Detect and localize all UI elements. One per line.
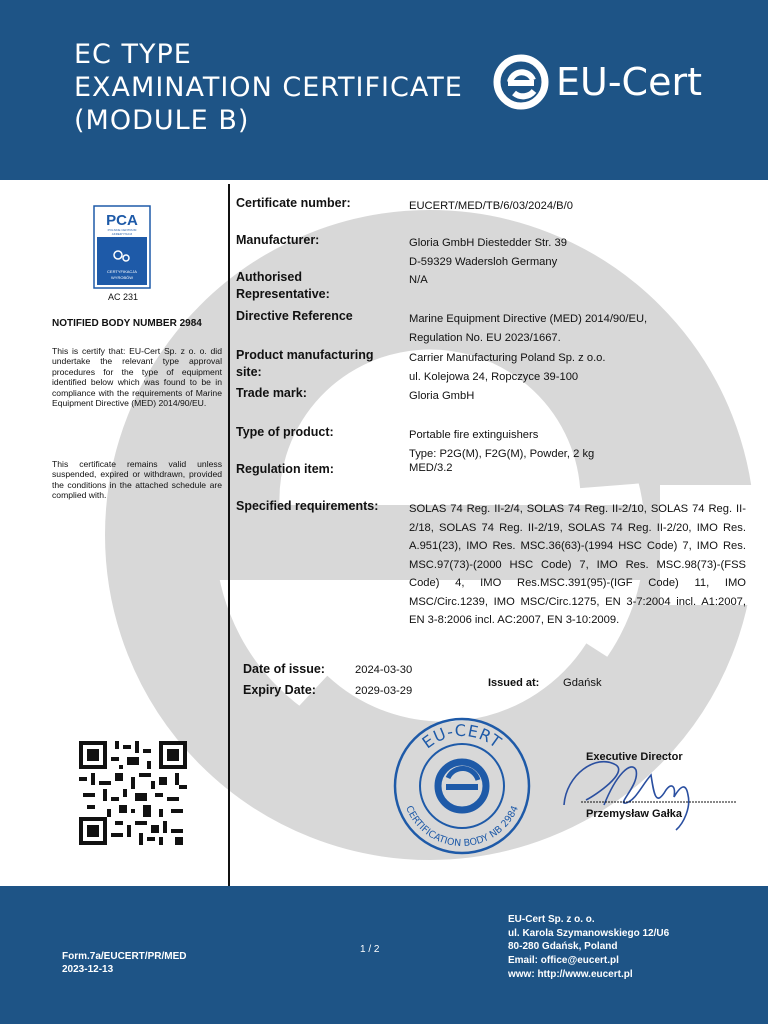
- validity-statement: This certificate remains valid unless suspended, expired or withdrawn, provided the conditions in the attached schedule are complied with.: [52, 459, 222, 501]
- eu-cert-logo: [492, 52, 702, 112]
- brand-name: EU-Cert: [556, 60, 702, 104]
- stamp-bottom-text: CERTIFICATION BODY NB 2984: [403, 804, 521, 850]
- email-link[interactable]: Email: office@eucert.pl: [508, 955, 619, 967]
- field-value: MED/3.2: [409, 462, 453, 474]
- handwritten-signature-icon: [556, 745, 741, 835]
- footer-banner: [0, 886, 768, 1024]
- signatory-name: Przemysław Gałka: [586, 808, 683, 820]
- field-label: Specified requirements:: [236, 499, 379, 513]
- field-value: EUCERT/MED/TB/6/03/2024/B/0: [409, 200, 573, 212]
- pca-logo-subtext: CERTYFIKACJA: [107, 269, 137, 274]
- field-label: Type of product:: [236, 425, 334, 439]
- field-value: N/A: [409, 274, 428, 286]
- field-label: Trade mark:: [236, 386, 307, 400]
- issued-at-value: Gdańsk: [563, 677, 602, 689]
- field-label: Directive Reference: [236, 309, 353, 323]
- page-number: 1 / 2: [360, 944, 380, 955]
- divider-line: [228, 184, 230, 888]
- pca-logo-subtext: AKREDYTACJI: [111, 232, 133, 236]
- field-value: Marine Equipment Directive (MED) 2014/90/EU, Regulation No. EU 2023/1667.: [409, 313, 648, 344]
- expiry-date-label: Expiry Date:: [243, 683, 316, 697]
- certification-stamp: [388, 716, 536, 856]
- accreditation-number: AC 231: [107, 292, 139, 302]
- field-label: Regulation item:: [236, 462, 334, 476]
- field-label: Manufacturer:: [236, 233, 320, 247]
- issue-date-value: 2024-03-30: [355, 664, 413, 676]
- field-value: Gloria GmbH Diestedder Str. 39 D-59329 Wadersloh Germany: [409, 237, 567, 268]
- field-label: Certificate number:: [236, 196, 351, 210]
- notified-body-number: NOTIFIED BODY NUMBER 2984: [52, 318, 202, 329]
- pca-logo-subtext: POLSKIE CENTRUM: [107, 228, 137, 232]
- field-value: Gloria GmbH: [409, 390, 475, 402]
- qr-code-icon: [79, 741, 187, 845]
- issue-date-label: Date of issue:: [243, 662, 325, 676]
- company-address: EU-Cert Sp. z o. o. ul. Karola Szymanowskiego 12/U6 80-280 Gdańsk, Poland Email: office@eucert.pl www: http://www.eucert.pl: [508, 914, 670, 980]
- expiry-date-value: 2029-03-29: [355, 685, 413, 697]
- pca-logo-subtext: WYROBÓW: [111, 275, 133, 280]
- certify-statement: This is certify that: EU-Cert Sp. z o. o. did undertake the relevant type approval procedures for the type of equipment identified below which was found to be in compliance with the requirements of Marine Equipment Directive (MED) 2014/90/EU.: [52, 346, 222, 409]
- pca-logo-text: PCA: [106, 212, 138, 229]
- field-value: Carrier Manufacturing Poland Sp. z o.o. ul. Kolejowa 24, Ropczyce 39-100: [409, 352, 606, 383]
- eu-cert-e-logo-icon: [492, 53, 550, 111]
- certificate-title: EC TYPE EXAMINATION CERTIFICATE (MODULE B): [74, 39, 463, 136]
- stamp-top-text: EU-CERT: [418, 720, 506, 753]
- field-value: SOLAS 74 Reg. II-2/4, SOLAS 74 Reg. II-2/10, SOLAS 74 Reg. II-2/18, SOLAS 74 Reg. II-2/19, SOLAS 74 Reg. II-2/20, IMO Res. A.951(23), IMO Res. MSC.36(63)-(1994 HSC Code) 7, IMO Res. MSC.97(73)-(2000 HSC Code) 7, IMO Res. MSC.98(73)-(FSS Code) 4, IMO Res.MSC.391(95)-(IGF Code) 11, IMO MSC/Circ.1239, IMO MSC/Circ.1275, EN 3-7:2004 incl. A1:2007, EN 3-8:2006 incl. AC:2007, EN 3-10:2009.: [409, 503, 746, 626]
- form-reference: Form.7a/EUCERT/PR/MED 2023-12-13: [62, 951, 187, 975]
- pca-accreditation-logo: [93, 205, 151, 289]
- header-banner: [0, 0, 768, 180]
- field-value: Portable fire extinguishers Type: P2G(M), F2G(M), Powder, 2 kg: [409, 429, 595, 460]
- signatory-role: Executive Director: [586, 751, 683, 763]
- field-label: Authorised Representative:: [236, 270, 330, 301]
- field-label: Product manufacturing site:: [236, 348, 374, 379]
- website-link[interactable]: www: http://www.eucert.pl: [508, 968, 633, 980]
- issued-at-label: Issued at:: [488, 677, 540, 689]
